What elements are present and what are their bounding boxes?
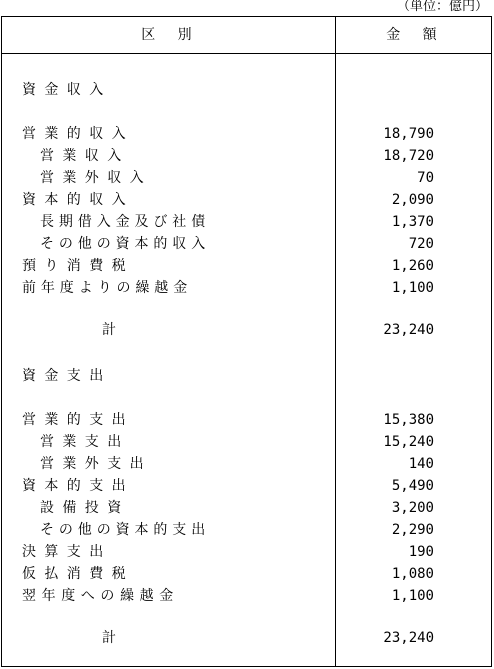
row-label: 仮払消費税 bbox=[22, 566, 134, 582]
row-value: 2,290 bbox=[391, 522, 434, 538]
table-row bbox=[2, 563, 491, 585]
row-label: 営業的支出 bbox=[22, 412, 134, 428]
row-value: 1,100 bbox=[391, 280, 434, 296]
table-row bbox=[2, 145, 491, 167]
row-label: 預り消費税 bbox=[22, 258, 134, 274]
row-value: 5,490 bbox=[391, 478, 434, 494]
table-row bbox=[2, 409, 491, 431]
row-value: 1,370 bbox=[391, 214, 434, 230]
row-label: 設備投資 bbox=[40, 500, 130, 516]
row-label: 営業的収入 bbox=[22, 126, 134, 142]
row-label: 前年度よりの繰越金 bbox=[22, 280, 193, 296]
row-value: 3,200 bbox=[391, 500, 434, 516]
row-label: 翌年度への繰越金 bbox=[22, 588, 179, 604]
unit-note: （単位：億円） bbox=[396, 0, 488, 14]
table-row bbox=[2, 255, 491, 277]
row-value: 720 bbox=[408, 236, 434, 252]
table-row bbox=[2, 211, 491, 233]
table-row-expense-total bbox=[2, 627, 491, 649]
table-row bbox=[2, 475, 491, 497]
row-value: 15,380 bbox=[383, 412, 434, 428]
row-value: 15,240 bbox=[383, 434, 434, 450]
row-label: 資本的収入 bbox=[22, 192, 134, 208]
row-label: 資本的支出 bbox=[22, 478, 134, 494]
table-row bbox=[2, 541, 491, 563]
row-value: 190 bbox=[408, 544, 434, 560]
table-row bbox=[2, 167, 491, 189]
table-row bbox=[2, 519, 491, 541]
table-row bbox=[2, 585, 491, 607]
row-label: 計 bbox=[102, 322, 125, 338]
row-label: 資金収入 bbox=[22, 82, 112, 98]
table-row bbox=[2, 123, 491, 145]
row-value: 23,240 bbox=[383, 630, 434, 646]
row-value: 1,100 bbox=[391, 588, 434, 604]
table-row bbox=[2, 431, 491, 453]
table-row bbox=[2, 277, 491, 299]
row-value: 2,090 bbox=[391, 192, 434, 208]
table-row-fund-income-heading bbox=[2, 79, 491, 101]
row-label: 営業外収入 bbox=[40, 170, 152, 186]
row-value: 1,080 bbox=[391, 566, 434, 582]
fund-table bbox=[1, 16, 492, 667]
table-header bbox=[2, 17, 491, 54]
row-label: 営業支出 bbox=[40, 434, 130, 450]
row-label: 決算支出 bbox=[22, 544, 112, 560]
row-value: 23,240 bbox=[383, 322, 434, 338]
row-label: 資金支出 bbox=[22, 368, 112, 384]
table-row bbox=[2, 453, 491, 475]
header-category: 区 別 bbox=[141, 27, 196, 43]
row-label: その他の資本的収入 bbox=[40, 236, 211, 252]
row-label: 営業収入 bbox=[40, 148, 130, 164]
row-value: 140 bbox=[408, 456, 434, 472]
row-value: 1,260 bbox=[391, 258, 434, 274]
row-value: 18,720 bbox=[383, 148, 434, 164]
table-row bbox=[2, 189, 491, 211]
row-label: その他の資本的支出 bbox=[40, 522, 211, 538]
row-value: 18,790 bbox=[383, 126, 434, 142]
row-value: 70 bbox=[417, 170, 434, 186]
table-row bbox=[2, 233, 491, 255]
table-row-income-total bbox=[2, 319, 491, 341]
header-amount: 金 額 bbox=[386, 27, 441, 43]
row-label: 長期借入金及び社債 bbox=[40, 214, 211, 230]
row-label: 営業外支出 bbox=[40, 456, 152, 472]
table-row bbox=[2, 497, 491, 519]
table-row-fund-expense-heading bbox=[2, 365, 491, 387]
row-label: 計 bbox=[102, 630, 125, 646]
